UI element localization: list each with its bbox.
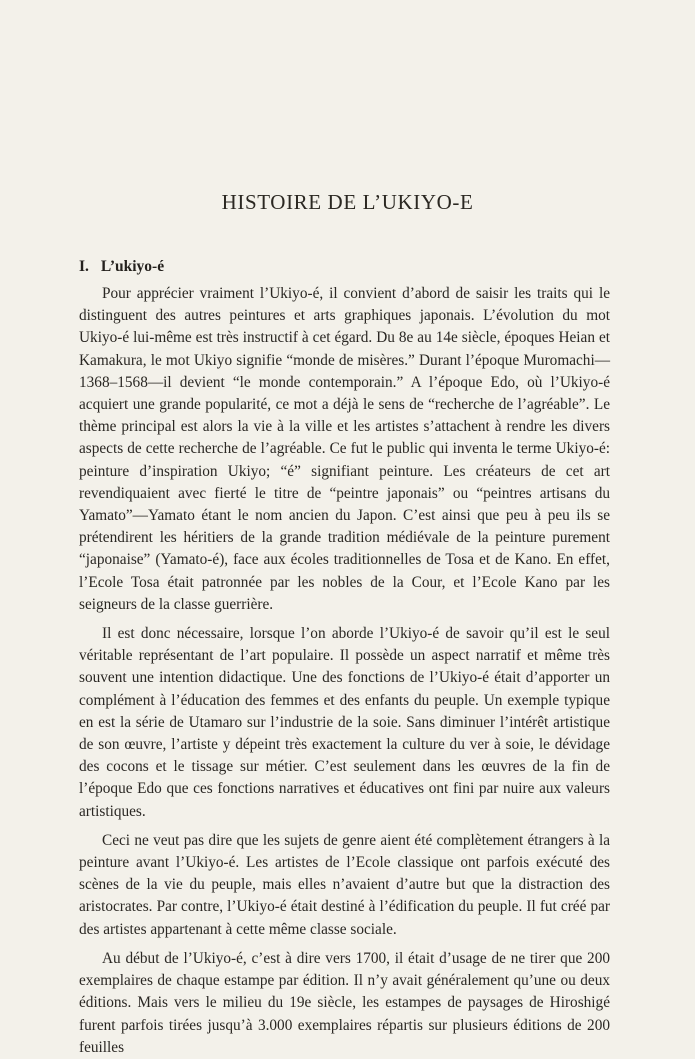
paragraph: Il est donc nécessaire, lorsque l’on aborde l’Ukiyo-é de savoir qu’il est le seul véritable représentant de l’art populaire. Il possède un aspect narratif et même très souvent une intention didactique. Une des fonctions de l’Ukiyo-é était d’apporter un complément à l’éducation des femmes et des enfants du peuple. Un exemple typique en est la série de Utamaro sur l’industrie de la soie. Sans diminuer l’intérêt artistique de son œuvre, l’artiste y dépeint très exactement la culture du ver à soie, le dévidage des cocons et le tissage sur métier. C’est seulement dans les œuvres de la fin de l’époque Edo que ces fonctions narratives et éducatives ont fini par nuire aux valeurs artistiques. [79,625,610,820]
page-title: HISTOIRE DE L’UKIYO-E [221,190,474,214]
body-text [79,283,610,1059]
section-number: I. [79,258,89,275]
paragraph: Ceci ne veut pas dire que les sujets de genre aient été complètement étrangers à la peinture avant l’Ukiyo-é. Les artistes de l’Ecole classique ont parfois exécuté des scènes de la vie du peuple, mais elles n’avaient d’autre but que la distraction des aristocrates. Par contre, l’Ukiyo-é était destiné à l’édification du peuple. Il fut créé par des artistes appartenant à cette même classe sociale. [79,831,610,938]
paragraph: Au début de l’Ukiyo-é, c’est à dire vers 1700, il était d’usage de ne tirer que 200 exemplaires de chaque estampe par édition. Il n’y avait généralement qu’une ou deux éditions. Mais vers le milieu du 19e siècle, les estampes de paysages de Hiroshigé furent parfois tirées jusqu’à 3.000 exemplaires répartis sur plusieurs éditions de 200 feuilles [79,949,610,1056]
section-title: L’ukiyo-é [100,258,165,275]
paragraph: Pour apprécier vraiment l’Ukiyo-é, il convient d’abord de saisir les traits qui le distinguent des autres peintures et arts graphiques japonais. L’évolution du mot Ukiyo-é lui-même est très instructif à cet égard. Du 8e au 14e siècle, époques Heian et Kamakura, le mot Ukiyo signifie “monde de misères.” Durant l’époque Muromachi—1368–1568—il devient “le monde contemporain.” A l’époque Edo, où l’Ukiyo-é acquiert une grande popularité, ce mot a déjà le sens de “recherche de l’agréable”. Le thème principal est alors la vie à la ville et les artistes s’attachent à rendre les divers aspects de cette recherche de l’agréable. Ce fut le public qui inventa le terme Ukiyo-é: peinture d’inspiration Ukiyo; “é” signifiant peinture. Les créateurs de cet art revendiquaient avec fierté le titre de “peintre japonais” ou “peintres artisans du Yamato”—Yamato étant le nom ancien du Japon. C’est ainsi que peu à peu ils se prétendirent les héritiers de la grande tradition médiévale de la peinture purement “japonaise” (Yamato-é), face aux écoles traditionnelles de Tosa et de Kano. En effet, l’Ecole Tosa était patronnée par les nobles de la Cour, et l’Ecole Kano par les seigneurs de la classe guerrière. [79,285,610,613]
section-heading [79,258,164,276]
